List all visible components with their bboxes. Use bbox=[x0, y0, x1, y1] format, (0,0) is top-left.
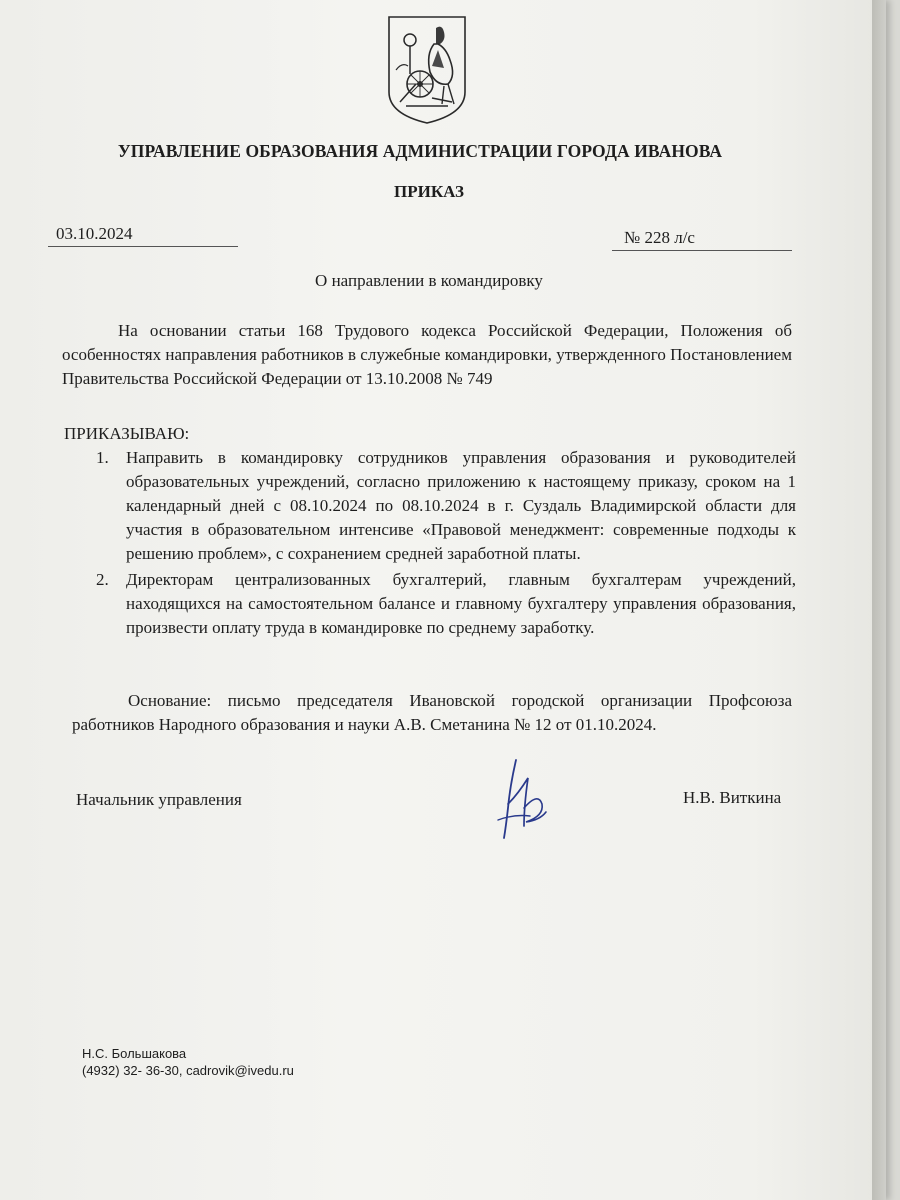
document-type: ПРИКАЗ bbox=[394, 182, 464, 201]
ivanovo-coat-of-arms-icon bbox=[386, 14, 468, 126]
order-heading: ПРИКАЗЫВАЮ: bbox=[64, 424, 190, 443]
order-item-text: Направить в командировку сотрудников управления образования и руководителей образовательных учреждений, согласно приложению к настоящему приказу, сроком на 1 календарный дней с 08.10.2024 по 08.10.2024 в г. Суздаль Владимирской области для участия в образовательном интенсиве «Правовой менеджмент: современные подходы к решению проблем», с сохранением средней заработной платы. bbox=[126, 448, 796, 563]
order-items bbox=[86, 446, 796, 640]
document-date: 03.10.2024 bbox=[48, 224, 238, 247]
contact-author: Н.С. Большакова bbox=[82, 1046, 187, 1061]
order-item-1 bbox=[86, 446, 796, 566]
document-subject: О направлении в командировку bbox=[315, 271, 543, 290]
basis-paragraph: На основании статьи 168 Трудового кодекса Российской Федерации, Положения об особенностях направления работников в служебные командировки, утвержденного Постановлением Правительства Российской Федерации от 13.10.2008 № 749 bbox=[62, 321, 792, 388]
page-edge bbox=[872, 0, 886, 1200]
order-item-text: Директорам централизованных бухгалтерий, главным бухгалтерам учреждений, находящихся на самостоятельном балансе и главному бухгалтеру управления образования, произвести оплату труда в командировке по среднему заработку. bbox=[126, 570, 796, 637]
document-number: № 228 л/с bbox=[612, 228, 792, 251]
handwritten-signature-icon bbox=[494, 756, 560, 842]
contact-block bbox=[82, 1045, 294, 1079]
order-item-number: 1. bbox=[96, 448, 109, 467]
organization-title: УПРАВЛЕНИЕ ОБРАЗОВАНИЯ АДМИНИСТРАЦИИ ГОРОДА ИВАНОВА bbox=[117, 141, 723, 161]
grounds-paragraph: Основание: письмо председателя Ивановской городской организации Профсоюза работников Народного образования и науки А.В. Сметанина № 12 от 01.10.2024. bbox=[72, 691, 792, 734]
signatory-name: Н.В. Виткина bbox=[683, 788, 782, 807]
order-item-number: 2. bbox=[96, 570, 109, 589]
order-item-2 bbox=[86, 568, 796, 640]
contact-phone-email: (4932) 32- 36-30, cadrovik@ivedu.ru bbox=[82, 1063, 294, 1078]
signatory-position: Начальник управления bbox=[76, 790, 242, 809]
